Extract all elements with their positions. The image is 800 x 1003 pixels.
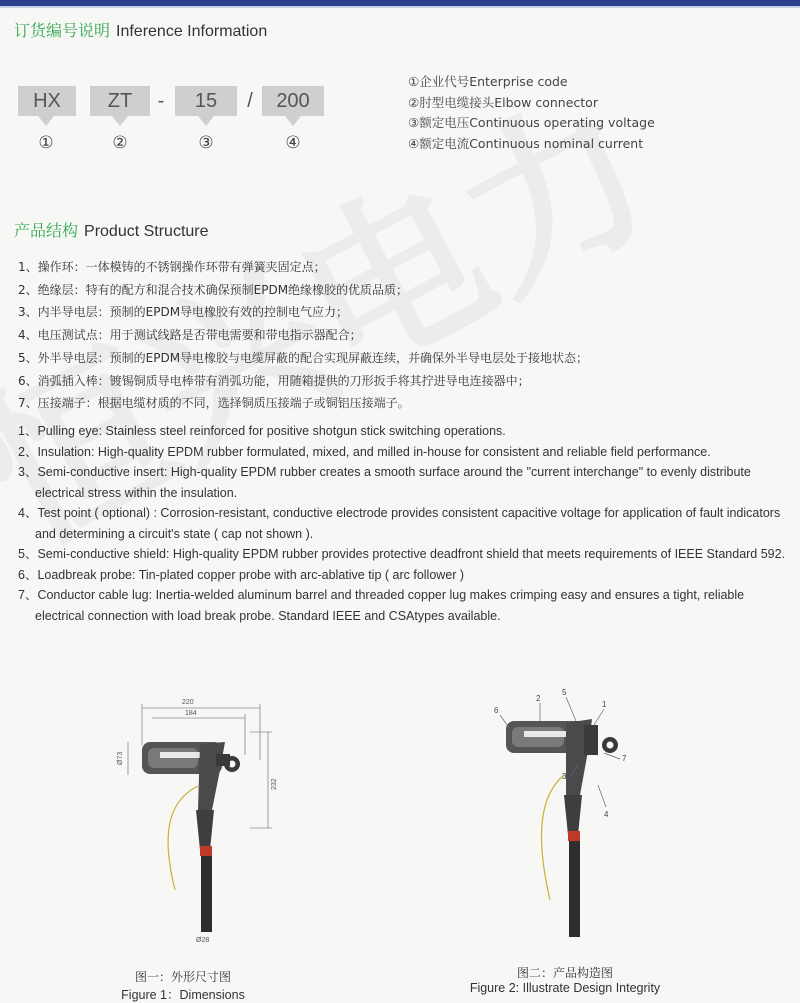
code-part-voltage: 15 <box>175 86 237 116</box>
code-connector <box>198 116 214 126</box>
callout-label: 4 <box>604 810 609 819</box>
callout-label: 2 <box>536 694 541 703</box>
top-border-line <box>0 6 800 8</box>
code-separator-dash: - <box>157 90 165 112</box>
list-item: 4、Test point ( optional) : Corrosion-resistant, conductive electrode provides consistent capacitive voltage for application of fault indicators and determining a circuit's state ( cap not shown ). <box>18 506 781 541</box>
inference-section-title <box>14 18 267 41</box>
code-part-current: 200 <box>262 86 324 116</box>
inference-title-cn: 订货编号说明 <box>14 21 111 40</box>
dimension-label: Ø28 <box>196 937 210 944</box>
dimension-label: 184 <box>185 710 197 717</box>
callout-label: 5 <box>562 688 567 697</box>
structure-list-cn <box>18 256 588 415</box>
structure-title-cn: 产品结构 <box>14 221 79 240</box>
figure-1-dimensions-drawing <box>100 690 300 960</box>
list-item: 3、内半导电层：预制的EPDM导电橡胶有效的控制电气应力； <box>18 305 349 320</box>
code-marker: ① <box>38 133 54 153</box>
dimension-label: 232 <box>271 778 278 790</box>
callout-label: 6 <box>494 706 499 715</box>
list-item: 4、电压测试点：用于测试线路是否带电需要和带电指示器配合； <box>18 328 362 343</box>
legend-item: ②肘型电缆接头Elbow connector <box>408 94 598 110</box>
legend-item: ④额定电流Continuous nominal current <box>408 135 644 151</box>
figure-2-caption-en: Figure 2: Illustrate Design Integrity <box>469 981 661 995</box>
code-legend <box>408 72 655 154</box>
callout-label: 1 <box>602 700 607 709</box>
code-separator-slash: / <box>247 90 253 112</box>
callout-label: 7 <box>622 754 627 763</box>
figure-2-structure-drawing <box>480 685 660 960</box>
code-connector <box>38 116 54 126</box>
list-item: 7、Conductor cable lug: Inertia-welded aluminum barrel and threaded copper lug makes crimping easy and ensures a tight, reliable electrical connection with load break probe. Standard IEEE and CSAtypes available. <box>18 588 745 623</box>
inference-title-en: Inference Information <box>116 23 268 40</box>
code-part-type: ZT <box>90 86 150 116</box>
figure-2-caption-cn: 图二：产品构造图 <box>516 966 613 980</box>
figure-1-caption-en: Figure 1：Dimensions <box>121 988 245 1002</box>
list-item: 2、Insulation: High-quality EPDM rubber formulated, mixed, and milled in-house for consistent and reliable field performance. <box>18 444 711 459</box>
dimension-label: 220 <box>182 699 194 706</box>
code-marker: ③ <box>198 133 214 153</box>
figure-1-caption-cn: 图一：外形尺寸图 <box>134 970 231 984</box>
list-item: 6、消弧插入棒：镀锡铜质导电棒带有消弧功能，用随箱提供的刀形扳手将其拧进导电连接器中； <box>18 373 530 388</box>
list-item: 5、Semi-conductive shield: High-quality EPDM rubber provides protective deadfront shield that meets requirements of IEEE Standard 592. <box>18 547 786 561</box>
list-item: 6、Loadbreak probe: Tin-plated copper probe with arc-ablative tip ( arc follower ) <box>18 567 465 582</box>
list-item: 1、Pulling eye: Stainless steel reinforced for positive shotgun stick switching operations. <box>18 424 506 438</box>
callout-label: 3 <box>562 772 567 781</box>
code-marker: ② <box>112 133 128 153</box>
list-item: 2、绝缘层：特有的配方和混合技术确保预制EPDM绝缘橡胶的优质品质； <box>18 282 409 297</box>
figure-1-caption <box>108 968 258 1003</box>
figure-2-caption <box>460 964 670 995</box>
structure-list-en <box>18 421 788 626</box>
code-connector <box>112 116 128 126</box>
dimension-label: Ø73 <box>117 751 124 765</box>
list-item: 7、压接端子：根据电缆材质的不同，选择铜质压接端子或铜铝压接端子。 <box>18 396 410 411</box>
code-connector <box>285 116 301 126</box>
code-part-enterprise: HX <box>18 86 76 116</box>
legend-item: ③额定电压Continuous operating voltage <box>408 115 655 130</box>
structure-section-title <box>14 218 209 241</box>
structure-title-en: Product Structure <box>84 223 209 240</box>
list-item: 5、外半导电层：预制的EPDM导电橡胶与电缆屏蔽的配合实现屏蔽连续，并确保外半导电层处于接地状态； <box>18 350 589 365</box>
list-item: 1、操作环：一体模铸的不锈钢操作环带有弹簧夹固定点； <box>18 260 326 274</box>
code-marker: ④ <box>285 133 301 153</box>
legend-item: ①企业代号Enterprise code <box>408 74 568 89</box>
list-item: 3、Semi-conductive insert: High-quality EPDM rubber creates a smooth surface around the "current interchange" to evenly distribute electrical stress within the insulation. <box>18 465 751 500</box>
